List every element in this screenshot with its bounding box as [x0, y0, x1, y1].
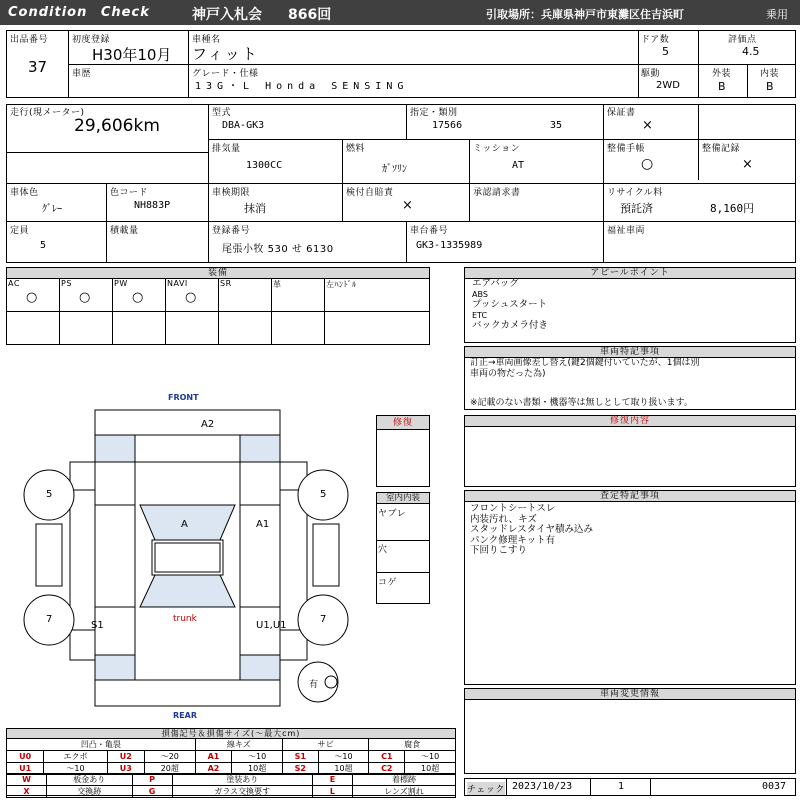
appeal-item: プッシュスタート [472, 299, 548, 310]
legend-group: 腐食 [369, 739, 456, 751]
fuel-value: ｶﾞｿﾘﾝ [382, 164, 407, 175]
appeal-item: バックカメラ付き [472, 320, 549, 331]
equipment-col-label: PW [114, 279, 128, 288]
claim-label: 承認請求書 [473, 188, 521, 198]
legend-code: S2 [282, 763, 318, 775]
legend-group: サビ [282, 739, 368, 751]
damage-mark-rear-left: S1 [91, 620, 104, 631]
plate-label: 登録番号 [212, 226, 251, 236]
check-date: 2023/10/23 [512, 781, 573, 792]
header-title-left: Condition Check [8, 5, 150, 20]
inspector-note: 内装汚れ、キズ [470, 513, 537, 525]
inspector-notes-list [470, 504, 593, 557]
capacity-label: 定員 [10, 226, 30, 236]
equipment-col-label: SR [220, 279, 232, 288]
spare-tire-label: 有 [309, 680, 319, 690]
special-note-line: 訂正→車両画像差し替え(鍵2個鍵付いていたが、1個は別 [470, 358, 700, 368]
model-label: 型式 [212, 108, 232, 118]
trunk-label: trunk [173, 614, 197, 624]
change-info-box [464, 688, 796, 774]
legend-desc: 塗装あり [172, 774, 312, 786]
special-notes-title: 車両特記事項 [465, 347, 795, 358]
inspector-note: フロントシートスレ [470, 503, 556, 514]
legend-code: L [312, 786, 352, 798]
displacement-value: 1300CC [246, 160, 283, 171]
pickup-location: 引取場所：兵庫県神戸市東灘区住吉浜町 [486, 8, 684, 21]
interior-damage-title: 室内内装 [377, 493, 429, 504]
score-value: 4.5 [742, 45, 760, 58]
inspection-value: 抹消 [244, 202, 266, 215]
interior-item-burn: コゲ [378, 578, 398, 588]
rear-label: REAR [173, 711, 197, 720]
legend-code: S1 [282, 751, 318, 763]
tire-mark-fl: 5 [46, 489, 53, 500]
legend-code: G [132, 786, 172, 798]
chassis-label: 車台番号 [410, 226, 449, 236]
grade-value: 13G・L Honda SENSING [195, 81, 409, 92]
car-damage-diagram [0, 400, 380, 720]
legend-table-symbols [6, 773, 456, 798]
drive-label: 駆動 [641, 69, 661, 79]
warranty-value: × [642, 118, 653, 133]
color-value: ｸﾞﾚｰ [42, 204, 62, 215]
model-value: DBA-GK3 [222, 120, 265, 131]
equipment-mark: ○ [26, 290, 38, 305]
equipment-mark: ○ [79, 290, 91, 305]
recycle-label: リサイクル料 [607, 188, 663, 198]
tire-mark-rr: 7 [320, 614, 327, 625]
color-code-value: NH883P [134, 200, 171, 211]
inspector-notes-title: 査定特記事項 [465, 491, 795, 502]
lot-label: 出品番号 [10, 35, 49, 45]
legend-desc: 交換跡 [47, 786, 133, 798]
color-code-label: 色コード [110, 188, 149, 198]
repair-detail-box [464, 415, 796, 487]
name-label: 車種名 [192, 35, 221, 45]
equipment-col-label: 左ﾊﾝﾄﾞﾙ [326, 280, 357, 289]
displacement-label: 排気量 [212, 144, 241, 154]
self-insp-value: × [402, 198, 413, 213]
appeal-item: ETC [472, 310, 488, 320]
equipment-col-label: AC [8, 279, 20, 288]
exterior-label: 外装 [712, 69, 732, 79]
auction-session: 866回 [288, 7, 332, 23]
legend-code: U1 [7, 763, 44, 775]
record-value: × [742, 157, 753, 172]
legend-table [6, 738, 456, 775]
legend-desc: 20超 [144, 763, 195, 775]
legend-code: C2 [369, 763, 405, 775]
damage-mark-roof-front: A2 [201, 419, 215, 430]
recycle-status: 預託済 [620, 202, 653, 215]
damage-mark-rear-right: U1,U1 [256, 620, 287, 631]
doors-value: 5 [662, 45, 669, 58]
vehicle-name: フィット [192, 45, 259, 63]
tire-mark-rl: 7 [46, 614, 53, 625]
special-notes-text [470, 358, 700, 379]
mileage-value: 29,606km [74, 116, 160, 136]
history-label: 車歴 [72, 69, 92, 79]
special-notes-footer: ※記載のない書類・機器等は無しとして取り扱います。 [470, 398, 693, 408]
special-note-line: 車両の物だった為) [470, 368, 546, 379]
fuel-label: 燃料 [346, 144, 366, 154]
legend-desc: エクボ [44, 751, 107, 763]
plate-value: 尾張小牧 530 せ 6130 [222, 244, 334, 255]
warranty-label: 保証書 [607, 108, 636, 118]
auction-name: 神戸入札会 [192, 7, 262, 23]
inspector-note: 下回りこすり [470, 545, 528, 556]
record-label: 整備記録 [702, 144, 741, 154]
mission-label: ミッション [473, 144, 521, 154]
spare-tire-icon [325, 676, 337, 688]
score-label: 評価点 [728, 35, 757, 45]
manual-label: 整備手帳 [607, 144, 646, 154]
damage-mark-hood-left: A [181, 519, 188, 530]
interior-item-tear: ヤブレ [378, 509, 407, 519]
equipment-col-label: PS [61, 279, 72, 288]
equipment-col-label: NAVI [167, 279, 188, 288]
equipment-mark: ○ [132, 290, 144, 305]
legend-code: X [7, 786, 47, 798]
legend-group: 線キズ [195, 739, 282, 751]
legend-desc: 〜10 [318, 751, 369, 763]
repair-detail-title: 修復内容 [465, 416, 795, 427]
legend-code: E [312, 774, 352, 786]
chassis-value: GK3-1335989 [416, 240, 483, 251]
load-label: 積載量 [110, 226, 139, 236]
repair-title: 修復 [377, 416, 429, 430]
legend-desc: 〜20 [144, 751, 195, 763]
legend-code: U0 [7, 751, 44, 763]
change-info-title: 車両変更情報 [465, 689, 795, 700]
legend-desc: 〜10 [405, 751, 456, 763]
self-insp-label: 検付自賠責 [346, 188, 394, 198]
first-reg-value: H30年10月 [92, 46, 172, 64]
front-label: FRONT [168, 393, 199, 402]
interior-label: 内装 [760, 69, 780, 79]
check-number: 0037 [762, 781, 787, 792]
spec-label: 指定・類別 [410, 108, 458, 118]
interior-value: B [766, 80, 774, 93]
manual-value: ○ [641, 156, 654, 172]
repair-box [376, 415, 430, 487]
mileage-label: 走行(現メーター) [10, 108, 85, 118]
legend-desc: 10超 [318, 763, 369, 775]
interior-item-hole: 穴 [378, 545, 388, 555]
check-label: チェック [467, 782, 505, 795]
legend-title: 損傷記号＆損傷サイズ(〜最大cm) [7, 729, 455, 739]
legend-code: U2 [107, 751, 144, 763]
capacity-value: 5 [40, 240, 47, 251]
damage-mark-hood-right: A1 [256, 519, 270, 530]
legend-desc: 着標跡 [352, 774, 455, 786]
legend-code: P [132, 774, 172, 786]
color-label: 車体色 [10, 188, 39, 198]
check-count: 1 [618, 781, 625, 792]
mission-value: AT [512, 160, 525, 171]
legend-code: W [7, 774, 47, 786]
legend-desc: 〜10 [232, 751, 283, 763]
appeal-title: アピールポイント [465, 268, 795, 279]
exterior-value: B [718, 80, 726, 93]
vehicle-category: 乗用 [766, 8, 788, 21]
grade-label: グレード・仕様 [192, 69, 259, 79]
legend-desc: レンズ割れ [352, 786, 455, 798]
legend-desc: 板金あり [47, 774, 133, 786]
legend-desc: 10超 [232, 763, 283, 775]
spec-b-value: 35 [550, 120, 563, 131]
equipment-col-label: 革 [273, 280, 282, 289]
spec-a-value: 17566 [432, 120, 463, 131]
legend-desc: 10超 [405, 763, 456, 775]
equipment-mark: ○ [185, 290, 197, 305]
legend-code: A1 [195, 751, 232, 763]
drive-value: 2WD [656, 80, 680, 91]
inspector-note: パンク修理キット有 [470, 534, 556, 546]
appeal-item: ABS [472, 289, 488, 299]
recycle-fee: 8,160円 [710, 202, 755, 215]
appeal-item: エアバッグ [472, 278, 519, 289]
legend-group: 凹凸・亀裂 [7, 739, 196, 751]
doors-label: ドア数 [641, 35, 670, 45]
welfare-label: 福祉車両 [607, 226, 646, 236]
legend-desc: ガラス交換要す [172, 786, 312, 798]
legend-code: U3 [107, 763, 144, 775]
first-reg-label: 初度登録 [72, 35, 111, 45]
legend-desc: 〜10 [44, 763, 107, 775]
inspector-note: スタッドレスタイヤ積み込み [470, 524, 594, 535]
lot-number: 37 [28, 58, 48, 76]
tire-mark-fr: 5 [320, 489, 327, 500]
legend-code: A2 [195, 763, 232, 775]
equipment-title: 装備 [7, 268, 429, 279]
inspection-label: 車検期限 [212, 188, 251, 198]
appeal-list [472, 279, 548, 332]
legend-code: C1 [369, 751, 405, 763]
